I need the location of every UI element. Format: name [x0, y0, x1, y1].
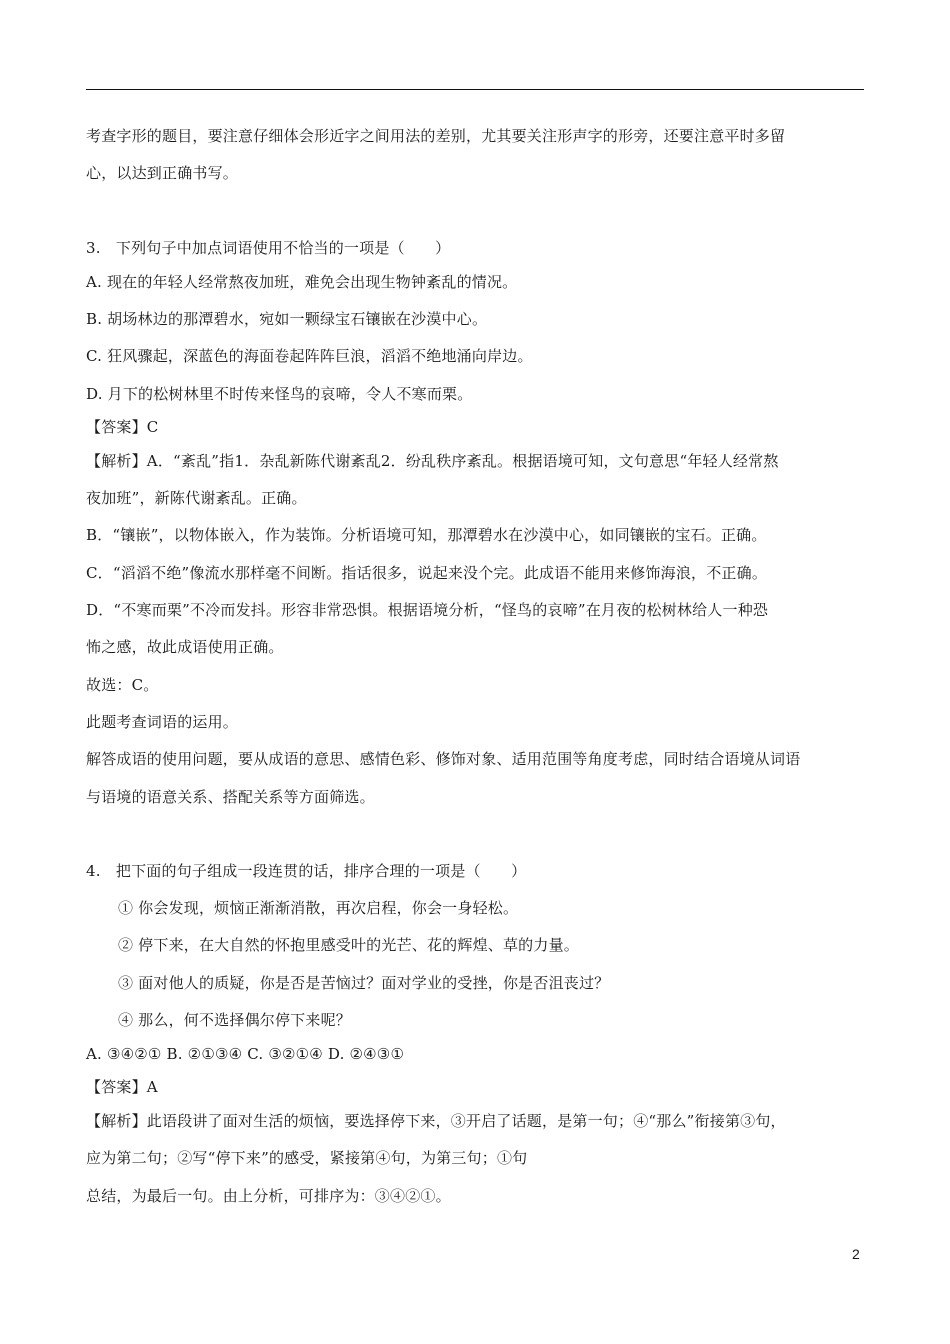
analysis-line: D．“不寒而栗”不冷而发抖。形容非常恐惧。根据语境分析，“怪鸟的哀啼”在月夜的松树林给人一种恐 — [86, 601, 769, 619]
analysis-line: 应为第二句；②写“停下来”的感受，紧接第④句，为第三句；①句 — [86, 1149, 528, 1167]
header-rule — [86, 89, 864, 90]
analysis-line: B．“镶嵌”，以物体嵌入，作为装饰。分析语境可知，那潭碧水在沙漠中心，如同镶嵌的宝石。正确。 — [86, 526, 767, 544]
answer-label: 【答案】C — [86, 418, 159, 436]
analysis-line: C．“滔滔不绝”像流水那样毫不间断。指话很多，说起来没个完。此成语不能用来修饰海浪，不正确。 — [86, 564, 768, 582]
text-line: 考查字形的题目，要注意仔细体会形近字之间用法的差别，尤其要关注形声字的形旁，还要注意平时多留 — [86, 127, 786, 145]
analysis-line: 此题考查词语的运用。 — [86, 713, 239, 731]
analysis-line: 与语境的语意关系、搭配关系等方面筛选。 — [86, 788, 375, 806]
analysis-line: 【解析】此语段讲了面对生活的烦恼，要选择停下来，③开启了话题，是第一句；④“那么”衔接第③句， — [86, 1112, 786, 1130]
sentence-2: ② 停下来，在大自然的怀抱里感受叶的光芒、花的辉煌、草的力量。 — [118, 936, 579, 954]
sentence-1: ① 你会发现，烦恼正渐渐消散，再次启程，你会一身轻松。 — [118, 899, 519, 917]
question-4-stem: 4. 把下面的句子组成一段连贯的话，排序合理的一项是（ ） — [86, 862, 527, 880]
analysis-line: 【解析】A．“紊乱”指1．杂乱新陈代谢紊乱2．纷乱秩序紊乱。根据语境可知，文句意思“年轻人经常熬 — [86, 452, 779, 470]
text-line: 心，以达到正确书写。 — [86, 164, 239, 182]
option-b: B. 胡场林边的那潭碧水，宛如一颗绿宝石镶嵌在沙漠中心。 — [86, 310, 488, 328]
analysis-line: 故选：C。 — [86, 676, 159, 694]
sentence-4: ④ 那么，何不选择偶尔停下来呢？ — [118, 1011, 351, 1029]
analysis-line: 总结，为最后一句。由上分析，可排序为：③④②①。 — [86, 1187, 451, 1205]
option-d: D. 月下的松树林里不时传来怪鸟的哀啼，令人不寒而栗。 — [86, 385, 473, 403]
analysis-line: 夜加班”，新陈代谢紊乱。正确。 — [86, 489, 307, 507]
options-line: A. ③④②① B. ②①③④ C. ③②①④ D. ②④③① — [86, 1045, 405, 1063]
analysis-line: 怖之感，故此成语使用正确。 — [86, 638, 284, 656]
option-c: C. 狂风骤起，深蓝色的海面卷起阵阵巨浪，滔滔不绝地涌向岸边。 — [86, 347, 533, 365]
option-a: A. 现在的年轻人经常熬夜加班，难免会出现生物钟紊乱的情况。 — [86, 273, 518, 291]
answer-label: 【答案】A — [86, 1078, 158, 1096]
question-3-stem: 3. 下列句子中加点词语使用不恰当的一项是（ ） — [86, 239, 451, 257]
sentence-3: ③ 面对他人的质疑，你是否是苦恼过？面对学业的受挫，你是否沮丧过？ — [118, 974, 610, 992]
page-number: 2 — [852, 1246, 860, 1262]
analysis-line: 解答成语的使用问题，要从成语的意思、感情色彩、修饰对象、适用范围等角度考虑，同时结合语境从词语 — [86, 750, 801, 768]
